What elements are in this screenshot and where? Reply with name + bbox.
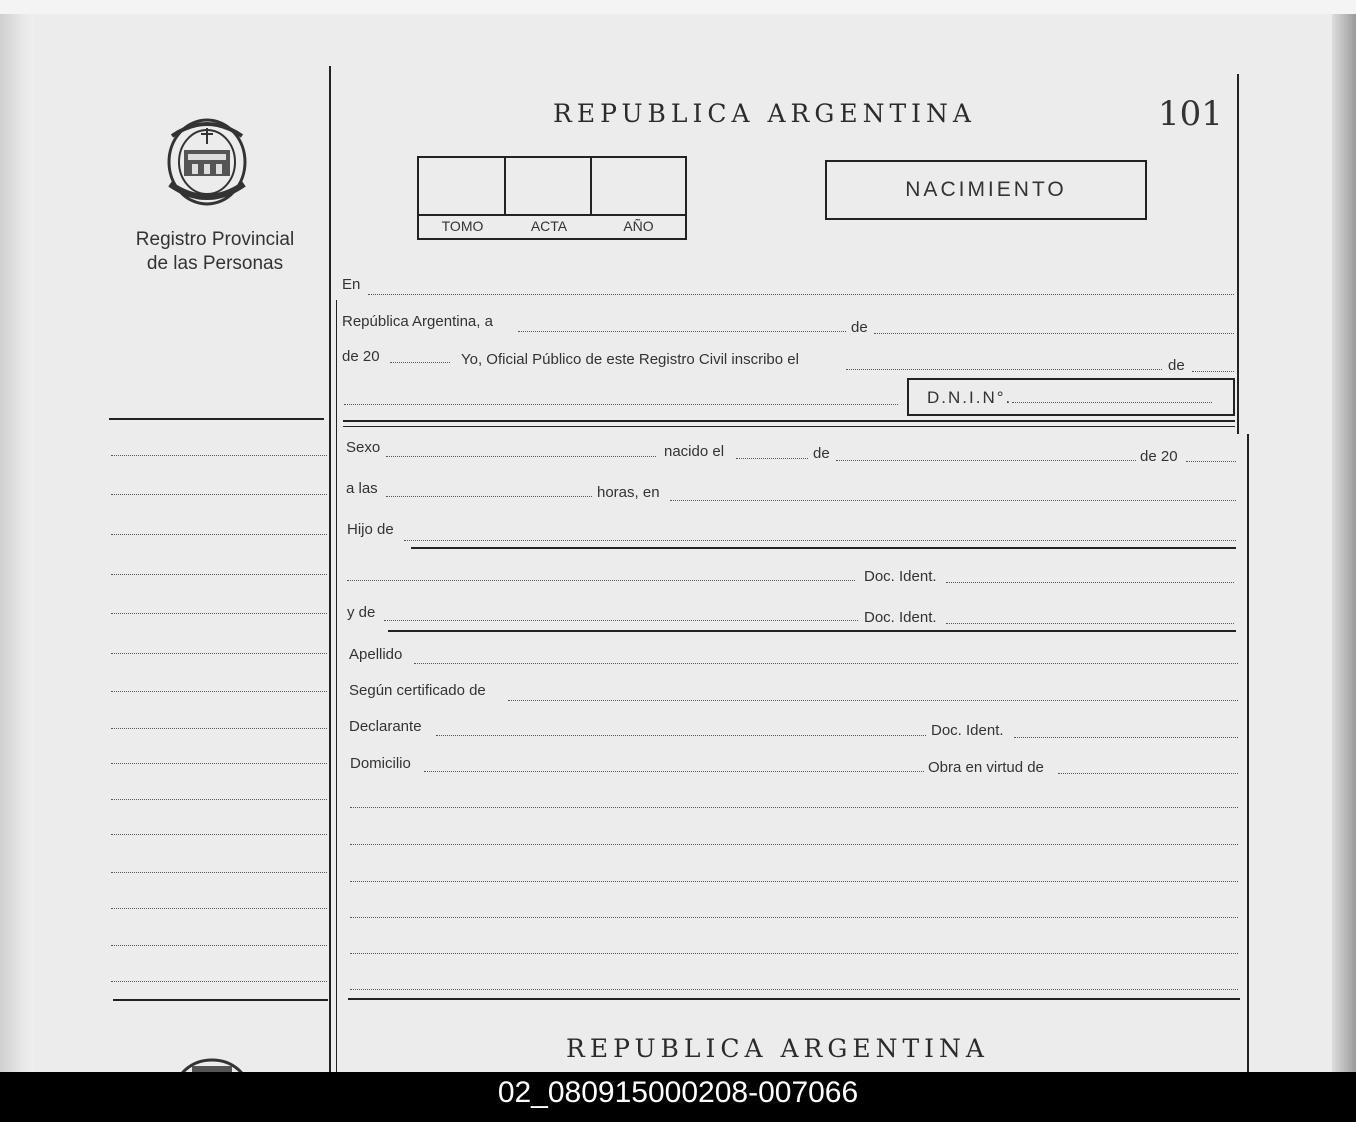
next-seal-icon [172,1056,252,1072]
tomo-cell[interactable] [419,158,506,216]
apellido-label: Apellido [349,646,403,663]
misiones-seal-icon [162,114,252,212]
notes-line[interactable] [350,881,1238,882]
doc-ident-field-3[interactable] [1014,737,1238,738]
doc-ident-field-1[interactable] [946,582,1234,583]
de20-label-2: de 20 [1140,448,1178,465]
stub-line [111,834,327,835]
folio-number: 101 [1158,94,1223,134]
nacido-dia-field[interactable] [736,458,808,459]
section-divider-1 [343,420,1235,422]
certificado-field[interactable] [508,700,1238,701]
grid-row-divider [419,214,685,216]
notes-line[interactable] [350,807,1238,808]
stub-line [111,799,327,800]
domicilio-label: Domicilio [350,755,411,772]
doc-ident-label-1: Doc. Ident. [864,568,937,585]
stub-line [111,908,327,909]
notes-line[interactable] [350,953,1238,954]
record-type-box: NACIMIENTO [825,160,1147,220]
nacido-anio-field[interactable] [1186,461,1236,462]
stub-line [111,653,327,654]
book-spine [0,14,34,1072]
stub-divider-bottom [113,999,328,1001]
dni-label: D.N.I.N°. [927,388,1013,407]
doc-ident-field-2[interactable] [946,623,1234,624]
yde-label: y de [347,604,376,621]
acta-cell[interactable] [506,158,592,216]
stub-line [111,494,327,495]
dia-field[interactable] [518,331,846,332]
notes-line[interactable] [350,989,1238,990]
madre-divider [388,630,1236,632]
sexo-field[interactable] [386,456,656,457]
alas-label: a las [346,480,378,497]
de-field-2[interactable] [1192,371,1234,372]
republica-label: República Argentina, a [342,313,493,330]
segun-label: Según certificado de [349,682,486,699]
stub-line [111,613,327,614]
en-label: En [342,276,361,293]
nacido-label: nacido el [664,443,725,460]
de-label: de [851,319,868,336]
lugar-field[interactable] [670,500,1236,501]
de20-label: de 20 [342,348,380,365]
next-country-title: REPUBLICA ARGENTINA [566,1034,989,1063]
country-title: REPUBLICA ARGENTINA [553,99,976,128]
horas-label: horas, en [597,484,660,501]
mes-field[interactable] [874,333,1234,334]
en-field[interactable] [368,294,1234,295]
hijo-divider [411,547,1236,549]
padre-field[interactable] [404,540,1236,541]
stub-line [111,691,327,692]
stub-separator [329,66,331,1072]
sexo-label: Sexo [346,439,381,456]
stub-line [111,728,327,729]
tomo-label: TOMO [441,218,484,234]
madre-field[interactable] [384,620,858,621]
declarante-field[interactable] [436,735,926,736]
page-right-edge [1332,14,1356,1072]
stub-title-line2: de las Personas [146,253,284,274]
obra-label: Obra en virtud de [928,759,1044,776]
stub-title-line1: Registro Provincial [135,229,295,250]
notes-line[interactable] [350,844,1238,845]
obra-field[interactable] [1058,773,1238,774]
anio-cell[interactable] [592,158,685,216]
apellido-field[interactable] [414,663,1238,664]
stub-line [111,455,327,456]
right-border-top [1237,74,1239,434]
de-label-2: de [1168,357,1185,374]
image-id-caption: 02_080915000208-007066 [497,1076,859,1109]
record-bottom-divider [348,998,1240,1000]
stub-line [111,763,327,764]
hijo-label: Hijo de [347,521,394,538]
record-grid [417,156,687,240]
right-border-bottom [1247,434,1249,1072]
dni-box[interactable] [907,378,1235,416]
stub-line [111,872,327,873]
inscribo-field[interactable] [846,369,1162,370]
continuation-field[interactable] [344,404,898,405]
stub-title [110,228,320,276]
acta-label: ACTA [530,218,568,234]
domicilio-field[interactable] [424,771,924,772]
top-edge [0,0,1356,14]
doc-ident-label-3: Doc. Ident. [931,722,1004,739]
anio-field[interactable] [390,362,450,363]
section-divider-1b [343,426,1235,427]
nacido-mes-field[interactable] [836,460,1136,461]
stub-divider-top [109,418,324,420]
stub-line [111,574,327,575]
stub-separator-inner [336,300,337,1072]
hora-field[interactable] [386,496,592,497]
de-label-3: de [813,445,830,462]
stub-line [111,981,327,982]
yo-label: Yo, Oficial Público de este Registro Civil inscribo el [461,351,799,368]
doc-ident-label-2: Doc. Ident. [864,609,937,626]
stub-line [111,534,327,535]
declarante-label: Declarante [349,718,422,735]
padre-cont-field[interactable] [347,580,855,581]
stub-line [111,945,327,946]
anio-label: AÑO [623,218,654,234]
notes-line[interactable] [350,917,1238,918]
